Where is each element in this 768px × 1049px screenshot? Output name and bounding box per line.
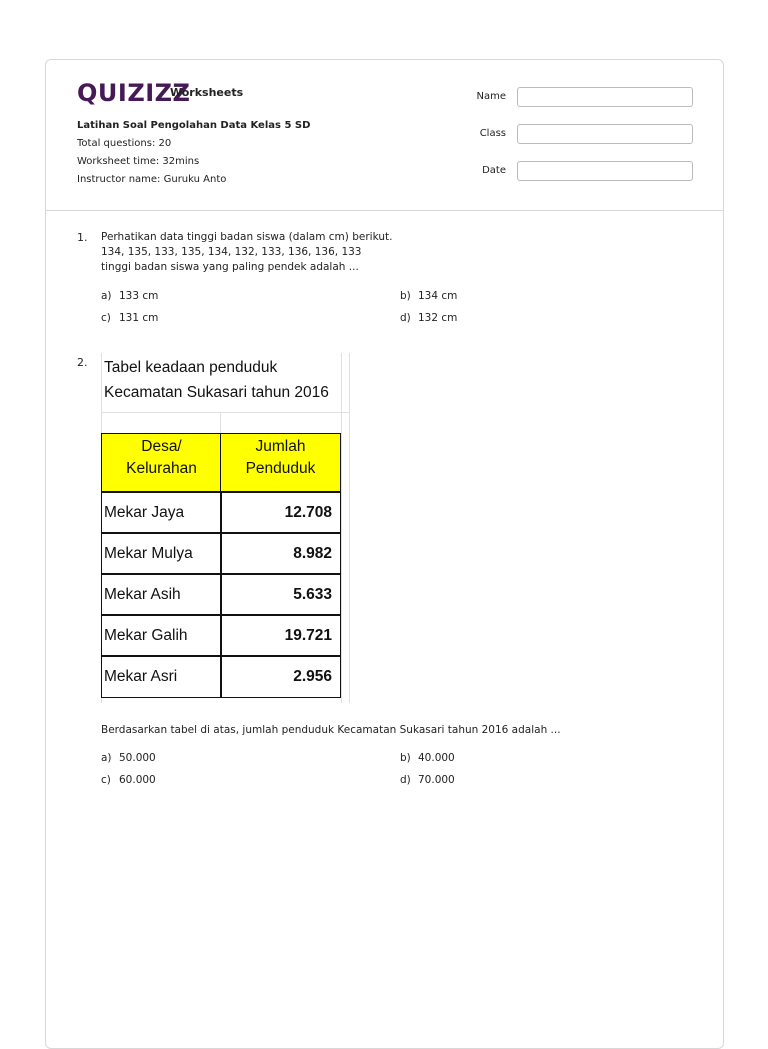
option-text: 131 cm (119, 312, 159, 324)
question-1-line: Perhatikan data tinggi badan siswa (dalam cm) berikut. (101, 231, 393, 243)
class-field[interactable] (517, 124, 693, 144)
table-header-jumlah (220, 433, 341, 493)
table-cell-desa: Mekar Asih (101, 573, 222, 616)
option-letter: d) (400, 774, 411, 786)
option-text: 134 cm (418, 290, 458, 302)
worksheet-card (45, 59, 724, 1049)
grid-line (220, 413, 221, 433)
question-2-text: Berdasarkan tabel di atas, jumlah penduduk Kecamatan Sukasari tahun 2016 adalah ... (101, 724, 561, 736)
grid-line (341, 353, 342, 703)
header-text: Penduduk (245, 460, 316, 477)
option-text: 60.000 (119, 774, 156, 786)
option-letter: c) (101, 774, 111, 786)
table-cell-jumlah: 8.982 (220, 532, 341, 575)
question-1-line: 134, 135, 133, 135, 134, 132, 133, 136, 136, 133 (101, 246, 362, 258)
option-text: 70.000 (418, 774, 455, 786)
worksheet-time: Worksheet time: 32mins (77, 156, 200, 167)
question-2-option-b[interactable] (400, 752, 455, 764)
table-header-desa (101, 433, 222, 493)
option-text: 50.000 (119, 752, 156, 764)
header-text: Jumlah (255, 438, 306, 455)
class-label: Class (479, 128, 506, 139)
table-cell-desa: Mekar Jaya (101, 491, 222, 534)
table-title-line1: Tabel keadaan penduduk (104, 359, 278, 376)
question-1-option-d[interactable] (400, 312, 457, 324)
question-1-option-b[interactable] (400, 290, 457, 302)
question-1-number: 1. (77, 231, 88, 244)
date-field[interactable] (517, 161, 693, 181)
header-text: Desa/ (141, 438, 182, 455)
table-cell-desa: Mekar Galih (101, 614, 222, 657)
table-cell-desa: Mekar Mulya (101, 532, 222, 575)
grid-line (101, 412, 350, 413)
instructor-name: Instructor name: Guruku Anto (77, 174, 227, 185)
question-1-option-c[interactable] (101, 312, 158, 324)
question-2-number: 2. (77, 356, 88, 369)
worksheet-title: Latihan Soal Pengolahan Data Kelas 5 SD (77, 120, 311, 131)
option-text: 40.000 (418, 752, 455, 764)
option-letter: a) (101, 752, 112, 764)
name-label: Name (476, 91, 506, 102)
header-text: Kelurahan (126, 460, 197, 477)
question-2-option-c[interactable] (101, 774, 156, 786)
table-cell-jumlah: 5.633 (220, 573, 341, 616)
option-letter: a) (101, 290, 112, 302)
question-2-option-a[interactable] (101, 752, 156, 764)
option-letter: c) (101, 312, 111, 324)
option-text: 132 cm (418, 312, 458, 324)
question-1-option-a[interactable] (101, 290, 158, 302)
option-letter: b) (400, 290, 411, 302)
option-letter: b) (400, 752, 411, 764)
question-1-line: tinggi badan siswa yang paling pendek adalah ... (101, 261, 359, 273)
worksheet-header (46, 60, 723, 211)
grid-line (349, 353, 350, 703)
table-cell-jumlah: 12.708 (220, 491, 341, 534)
table-cell-jumlah: 19.721 (220, 614, 341, 657)
date-label: Date (482, 165, 506, 176)
table-cell-jumlah: 2.956 (220, 655, 341, 698)
quizizz-logo: QUIZIZZ (77, 79, 191, 107)
total-questions: Total questions: 20 (77, 138, 172, 149)
option-text: 133 cm (119, 290, 159, 302)
population-table-image (101, 353, 350, 703)
table-title-line2: Kecamatan Sukasari tahun 2016 (104, 384, 329, 401)
question-1-text (101, 230, 661, 275)
question-2-option-d[interactable] (400, 774, 455, 786)
option-letter: d) (400, 312, 411, 324)
table-cell-desa: Mekar Asri (101, 655, 222, 698)
name-field[interactable] (517, 87, 693, 107)
logo-subtitle: Worksheets (170, 86, 244, 99)
